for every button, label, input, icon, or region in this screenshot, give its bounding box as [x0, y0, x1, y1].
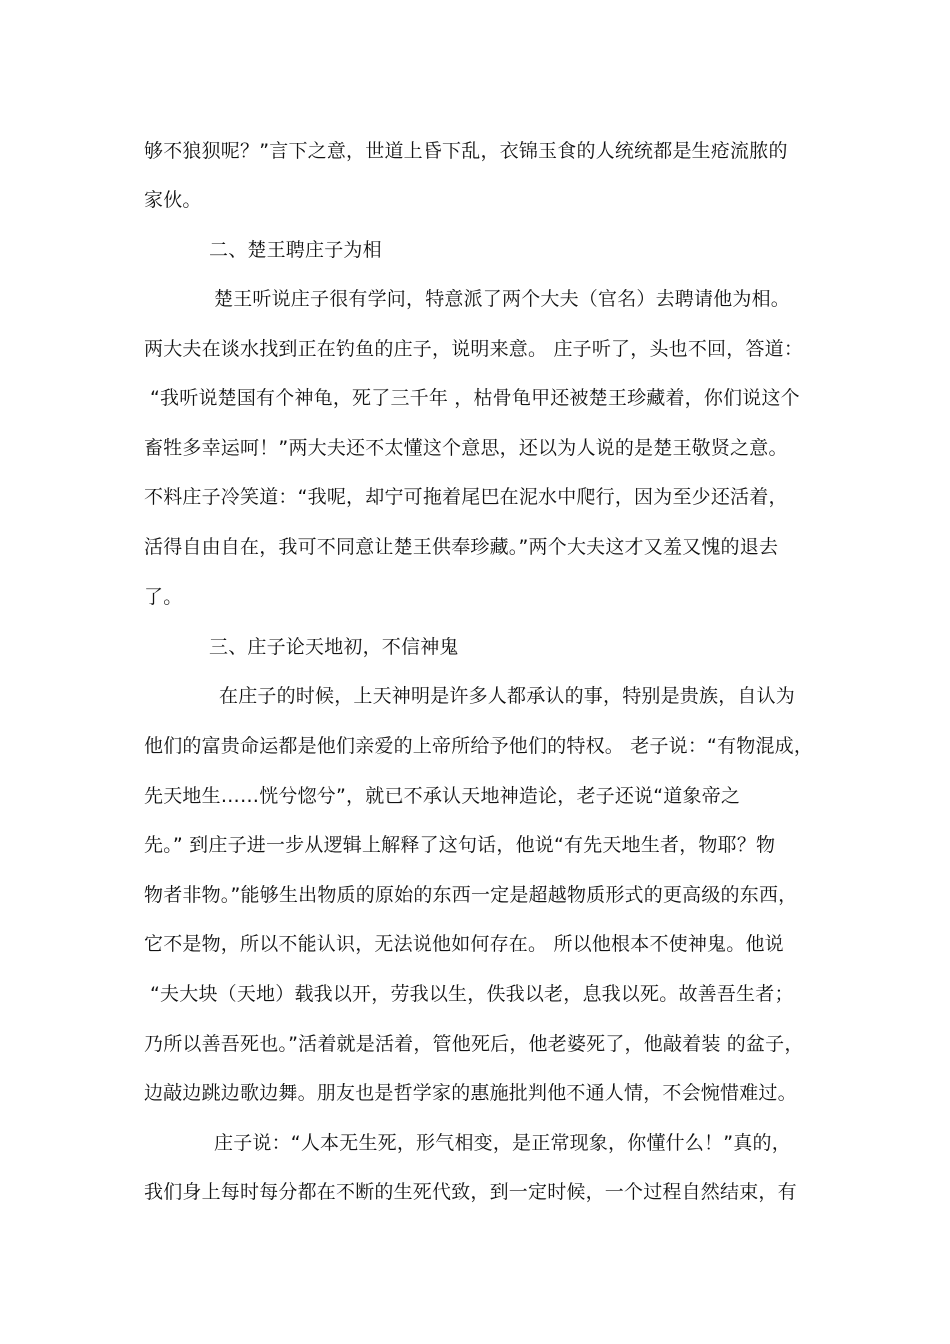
text-line-21: 庄子说：“人本无生死，形气相变，是正常现象，你懂什么！”真的，	[214, 1132, 791, 1154]
text-line-2: 家伙。	[144, 189, 202, 211]
text-line-22: 我们身上每时每分都在不断的生死代致，到一定时候，一个过程自然结束，有	[144, 1181, 797, 1203]
section-heading-3: 三、庄子论天地初，不信神鬼	[209, 636, 459, 658]
text-line-15: 先。” 到庄子进一步从逻辑上解释了这句话，他说“有先天地生者，物耶？物	[144, 834, 776, 856]
text-line-4: 楚王听说庄子很有学问，特意派了两个大夫（官名）去聘请他为相。	[214, 288, 791, 310]
text-line-8: 不料庄子冷笑道：“我呢，却宁可拖着尾巴在泥水中爬行，因为至少还活着，	[144, 486, 788, 508]
text-line-12: 在庄子的时候，上天神明是许多人都承认的事，特别是贵族，自认为	[219, 685, 796, 707]
text-line-19: 乃所以善吾死也。”活着就是活着，管他死后，他老婆死了，他敲着装 的盆子，	[144, 1033, 804, 1055]
section-heading-2: 二、楚王聘庄子为相	[209, 239, 382, 261]
text-line-17: 它不是物，所以不能认识，无法说他如何存在。 所以他根本不使神鬼。他说	[144, 933, 784, 955]
text-line-9: 活得自由自在，我可不同意让楚王供奉珍藏。”两个大夫这才又羞又愧的退去	[144, 536, 779, 558]
text-line-1: 够不狼狈呢？”言下之意，世道上昏下乱，衣锦玉食的人统统都是生疮流脓的	[144, 140, 788, 162]
text-line-18: “夫大块（天地）载我以开，劳我以生，佚我以老，息我以死。故善吾生者；	[150, 983, 794, 1005]
text-line-5: 两大夫在谈水找到正在钓鱼的庄子，说明来意。 庄子听了，头也不回，答道：	[144, 338, 804, 360]
text-line-13: 他们的富贵命运都是他们亲爱的上帝所给予他们的特权。 老子说：“有物混成，	[144, 735, 814, 757]
text-line-14: 先天地生……恍兮惚兮”，就已不承认天地神造论，老子还说“道象帝之	[144, 785, 741, 807]
text-line-10: 了。	[144, 586, 183, 608]
text-line-16: 物者非物。”能够生出物质的原始的东西一定是超越物质形式的更高级的东西，	[144, 884, 798, 906]
text-line-6: “我听说楚国有个神龟，死了三千年 ，枯骨龟甲还被楚王珍藏着，你们说这个	[150, 387, 800, 409]
text-line-7: 畜牲多幸运呵！”两大夫还不太懂这个意思，还以为人说的是楚王敬贤之意。	[144, 437, 788, 459]
text-line-20: 边敲边跳边歌边舞。朋友也是哲学家的惠施批判他不通人情，不会惋惜难过。	[144, 1082, 797, 1104]
